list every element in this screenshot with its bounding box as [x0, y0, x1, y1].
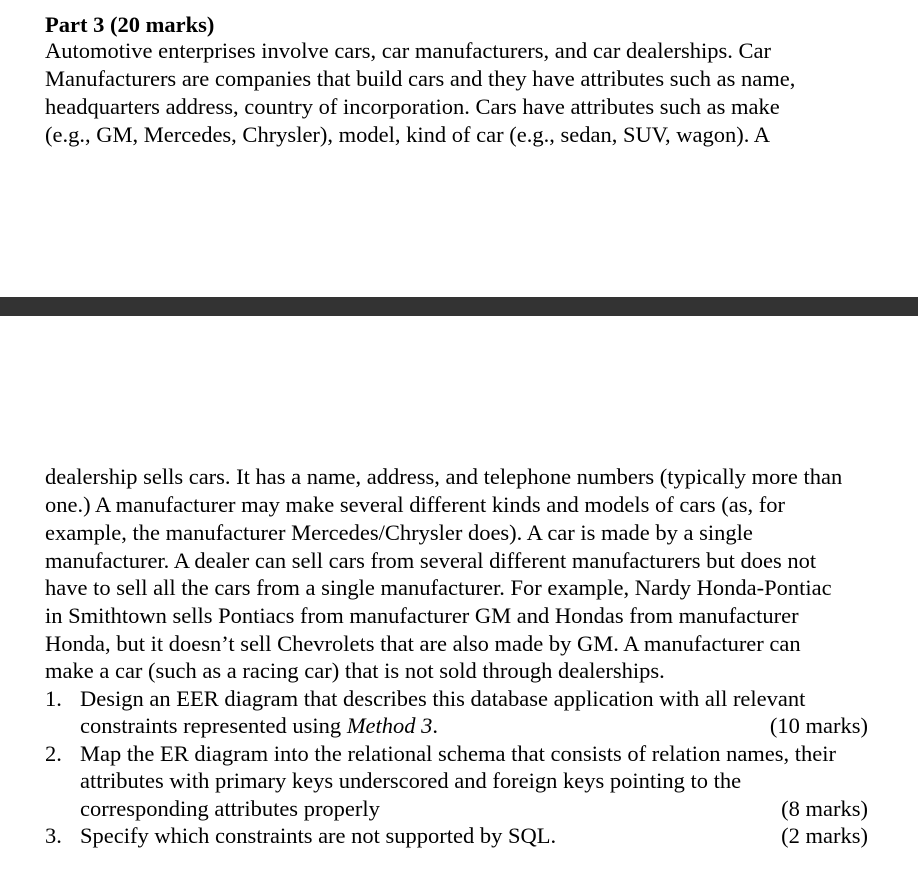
intro-line-1: Automotive enterprises involve cars, car manufacturers, and car dealerships. Car	[45, 38, 771, 63]
question-2-line-1: Map the ER diagram into the relational schema that consists of relation names, their	[80, 741, 837, 766]
question-2-line-3: corresponding attributes properly	[80, 796, 380, 821]
intro-line-2: Manufacturers are companies that build cars and they have attributes such as name,	[45, 66, 796, 91]
intro-line-4: (e.g., GM, Mercedes, Chrysler), model, kind of car (e.g., sedan, SUV, wagon). A	[45, 122, 771, 147]
body-line-6: in Smithtown sells Pontiacs from manufacturer GM and Hondas from manufacturer	[45, 603, 799, 628]
body-line-5: have to sell all the cars from a single manufacturer. For example, Nardy Honda-Pontiac	[45, 575, 832, 600]
question-1-marks: (10 marks)	[769, 713, 868, 738]
body-line-4: manufacturer. A dealer can sell cars from several different manufacturers but does not	[45, 548, 817, 573]
body-line-8: make a car (such as a racing car) that is not sold through dealerships.	[45, 658, 665, 683]
body-line-3: example, the manufacturer Mercedes/Chrysler does). A car is made by a single	[45, 520, 753, 545]
page-divider	[0, 297, 918, 316]
part-heading: Part 3 (20 marks)	[45, 12, 215, 37]
question-2-number: 2.	[45, 741, 62, 766]
question-1-line-1: Design an EER diagram that describes this database application with all relevant	[80, 686, 806, 711]
body-line-1: dealership sells cars. It has a name, address, and telephone numbers (typically more than	[45, 464, 843, 489]
question-3-line-1: Specify which constraints are not supported by SQL.	[80, 823, 557, 848]
body-line-2: one.) A manufacturer may make several different kinds and models of cars (as, for	[45, 492, 785, 517]
question-2-line-2: attributes with primary keys underscored and foreign keys pointing to the	[80, 768, 742, 793]
method-emphasis: Method 3	[346, 713, 433, 738]
question-3-number: 3.	[45, 823, 62, 848]
question-3-marks: (2 marks)	[781, 823, 868, 848]
question-2-marks: (8 marks)	[781, 796, 868, 821]
intro-line-3: headquarters address, country of incorporation. Cars have attributes such as make	[45, 94, 780, 119]
question-1-number: 1.	[45, 686, 62, 711]
body-line-7: Honda, but it doesn’t sell Chevrolets that are also made by GM. A manufacturer can	[45, 631, 801, 656]
question-1-line-2: constraints represented using Method 3.	[80, 713, 439, 738]
